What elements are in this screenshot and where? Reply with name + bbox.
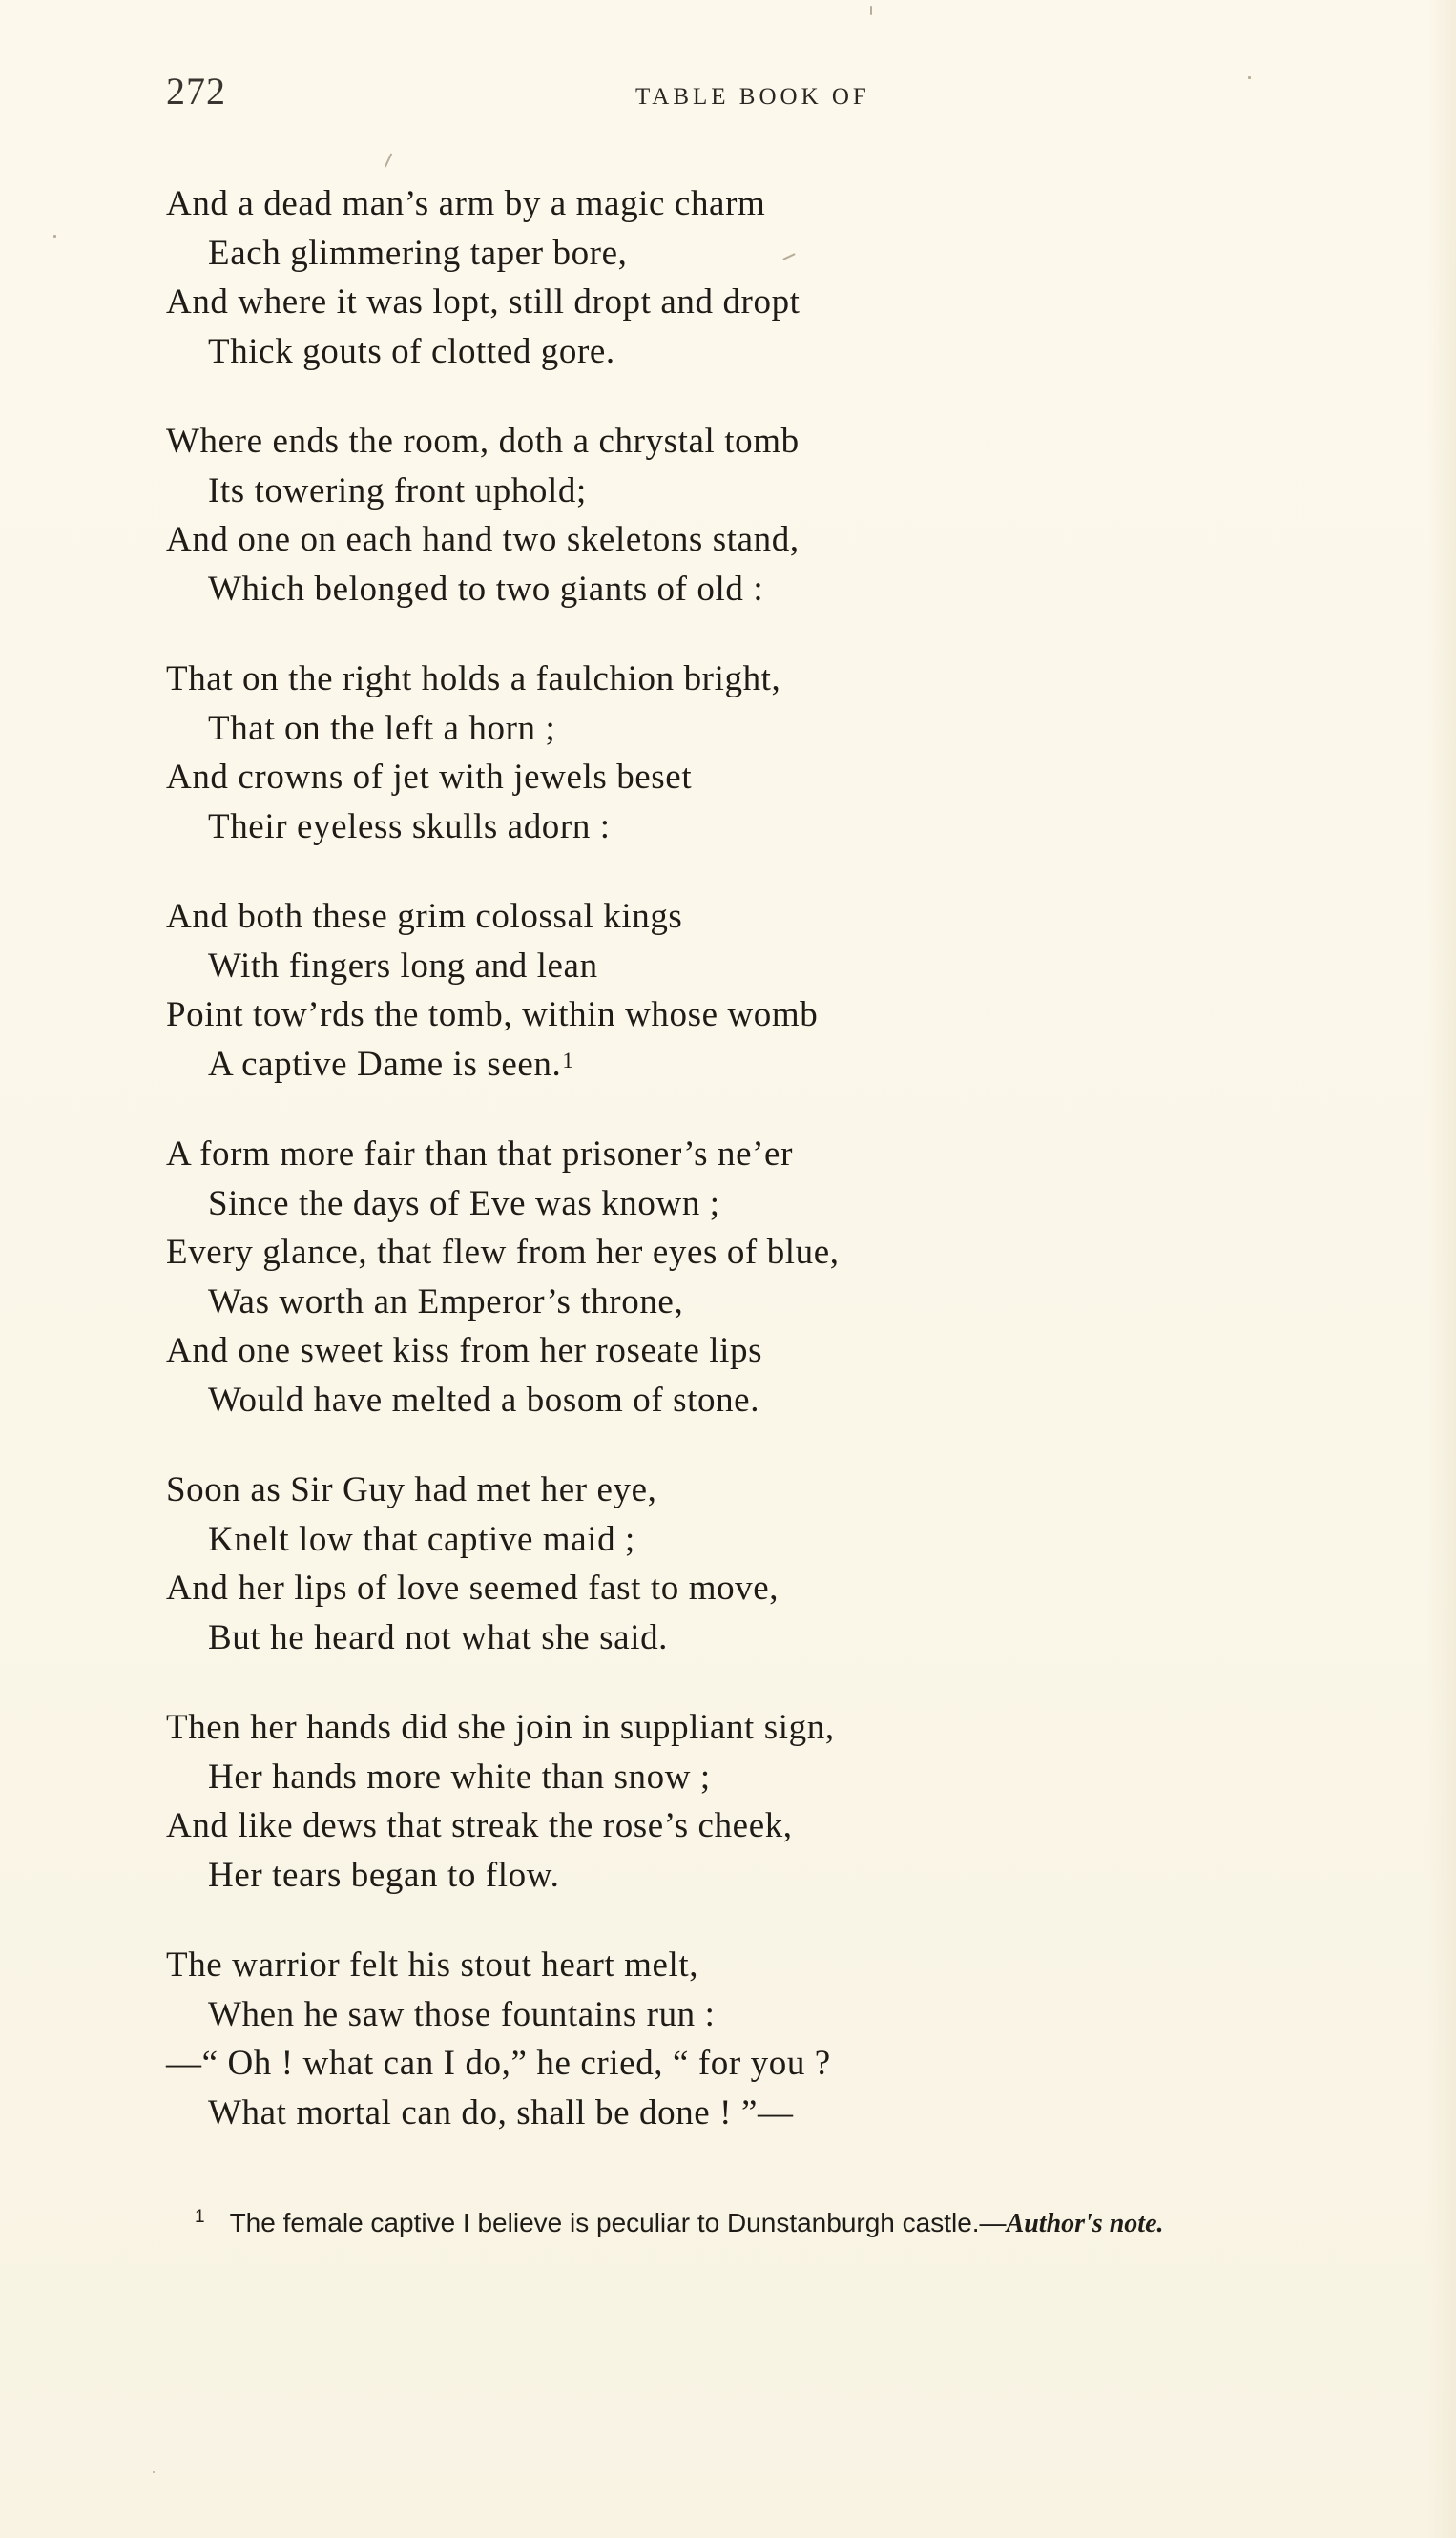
poem-line [166,1801,1292,1851]
footnote-attribution: Author's note. [1006,2209,1164,2238]
poem-line-text: The warrior felt his stout heart melt, [166,1945,699,1985]
page-number: 272 [166,70,226,113]
poem-line [166,1613,1292,1663]
poem-line-text: Her tears began to flow. [208,1855,560,1895]
poem-line [166,2039,1292,2089]
poem-line-text: Would have melted a bosom of stone. [208,1380,760,1420]
poem-line-text: With fingers long and lean [208,946,598,986]
poem-line [166,1941,1292,1990]
poem-line [166,802,1292,852]
poem-line-text: Where ends the room, doth a chrystal tomb [166,422,800,461]
poem-line [166,1466,1292,1515]
poem-line-text: A captive Dame is seen. [208,1044,562,1084]
poem-line [166,417,1292,467]
poem-line-text: And like dews that streak the rose’s cheek, [166,1806,793,1845]
footnote-reference[interactable]: 1 [562,1048,574,1072]
poem-line-text: And one sweet kiss from her roseate lips [166,1331,763,1370]
poem-line [166,1376,1292,1425]
poem-line [166,1515,1292,1565]
poem-line [166,179,1292,229]
poem-line [166,892,1292,942]
poem-line-text: What mortal can do, shall be done ! ”— [208,2092,794,2132]
poem-line [166,990,1292,1040]
paper-speck [385,153,393,167]
paper-speck [1248,76,1251,79]
poem-line-text: Then her hands did she join in suppliant sign, [166,1708,835,1747]
stanza [166,1466,1292,1662]
poem-line [166,655,1292,704]
running-title: TABLE BOOK OF [635,84,870,110]
poem-line [166,229,1292,279]
poem-line-text: Their eyeless skulls adorn : [208,806,611,846]
poem-line [166,942,1292,991]
poem-line-text: Every glance, that flew from her eyes of blue, [166,1233,840,1272]
stanza [166,1941,1292,2137]
poem-line [166,1703,1292,1753]
poem-line-text: Each glimmering taper bore, [208,233,628,273]
poem-line-text: That on the right holds a faulchion bright, [166,659,781,698]
poem-line [166,704,1292,754]
poem-line [166,467,1292,516]
poem-line [166,1990,1292,2040]
poem-line-text: And one on each hand two skeletons stand, [166,520,800,559]
poem-line [166,327,1292,377]
poem-line-text: Which belonged to two giants of old : [208,569,764,609]
poem-line-text: And where it was lopt, still dropt and dropt [166,282,801,322]
poem-line [166,753,1292,802]
poem-line [166,1851,1292,1901]
stanza [166,655,1292,851]
footnote-text: The female captive I believe is peculiar to Dunstanburgh castle.— [229,2208,1007,2237]
poem-line-text: A form more fair than that prisoner’s ne’er [166,1134,793,1174]
poem-line [166,278,1292,327]
poem-line-text: Was worth an Emperor’s throne, [208,1281,684,1321]
poem-line-text: And both these grim colossal kings [166,897,683,936]
paper-speck [53,235,56,238]
stanza [166,1703,1292,1900]
footnote [195,2208,1164,2239]
poem-line [166,1179,1292,1229]
stanza [166,892,1292,1089]
poem-line-text: And crowns of jet with jewels beset [166,758,693,797]
poem-line-text: When he saw those fountains run : [208,1994,716,2034]
poem-line [166,1278,1292,1327]
poem-line [166,1228,1292,1278]
poem-line-text: But he heard not what she said. [208,1617,669,1657]
poem-line-text: Thick gouts of clotted gore. [208,331,615,371]
poem-line-text: Its towering front uphold; [208,470,587,510]
stanza [166,1130,1292,1425]
poem-line-text: Her hands more white than snow ; [208,1757,711,1797]
stanza [166,179,1292,376]
footnote-number: 1 [195,2207,205,2227]
page-edge-shadow [1427,0,1456,2538]
poem-line [166,515,1292,565]
poem-line-text: —“ Oh ! what can I do,” he cried, “ for you ? [166,2044,831,2083]
poem-line [166,1753,1292,1802]
poem-line [166,1130,1292,1179]
poem-line [166,1040,1292,1090]
paper-speck [153,2471,155,2473]
paper-speck [870,6,872,15]
poem-line [166,1564,1292,1613]
poem-line-text: Point tow’rds the tomb, within whose womb [166,995,819,1034]
poem-line [166,565,1292,614]
poem-line-text: Knelt low that captive maid ; [208,1519,635,1559]
poem-line-text: Soon as Sir Guy had met her eye, [166,1470,657,1509]
poem-line-text: Since the days of Eve was known ; [208,1183,720,1223]
poem-line-text: That on the left a horn ; [208,708,556,748]
poem-line-text: And a dead man’s arm by a magic charm [166,184,766,223]
stanza [166,417,1292,614]
poem-line-text: And her lips of love seemed fast to move, [166,1569,780,1608]
poem-line [166,2089,1292,2138]
poem-body [166,179,1292,2178]
poem-line [166,1326,1292,1376]
